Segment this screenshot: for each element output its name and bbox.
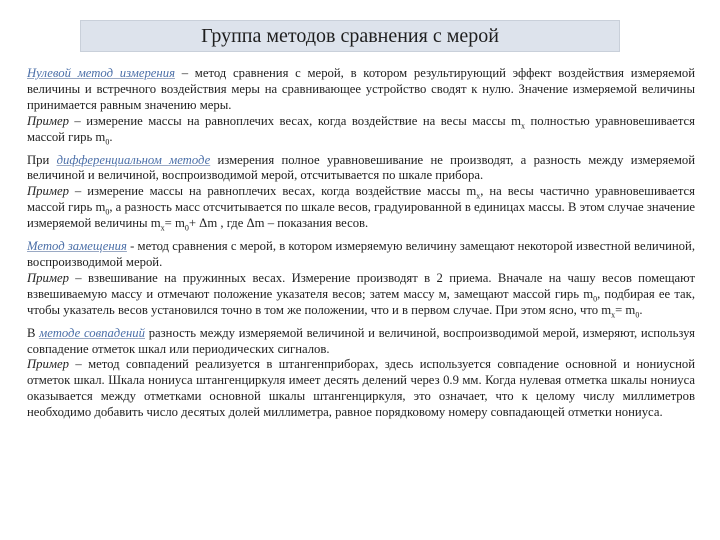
section-coincidence-method [27, 326, 695, 421]
title-bar [80, 20, 620, 52]
section-differential-method [27, 153, 695, 233]
substitution-method-example: Пример – взвешивание на пружинных весах. Измерение производят в 2 приема. Вначале на чашу весов помещают взвешиваемую массу и отмечают положение указателя весов; затем массу м, замещают массой гирь $m_0$, подбирая ее так, чтобы указатель весов установился точно в том же положении, что и в первом случае. При этом ясно, что $m_x= m_0$. [27, 270, 695, 320]
example-label: Пример [27, 184, 69, 199]
example-label: Пример [27, 357, 69, 372]
coincidence-method-example: Пример – метод совпадений реализуется в штангенприборах, здесь используется совпадение основной и нониусной отметок шкал. Шкала нониуса штангенциркуля имеет десять делений через 0.9 мм. Когда нулевая отметка шкалы нониуса оказывается между отметками основной шкалы штангенциркуля, это означает, что к целому числу миллиметров необходимо добавить число десятых долей миллиметра, равное порядковому номеру совпадающей отметки нониуса. [27, 357, 695, 420]
differential-method-definition: При дифференциальном методе измерения полное уравновешивание не производят, а разность между измеряемой величиной и величиной, воспроизводимой мерой, отсчитывается по шкале прибора. [27, 152, 696, 183]
term-substitution-method: Метод замещения [27, 239, 127, 254]
term-coincidence-method: методе совпадений [39, 325, 145, 340]
page-title: Группа методов сравнения с мерой [201, 24, 499, 47]
term-differential-method: дифференциальном методе [56, 152, 211, 167]
coincidence-method-definition: В методе совпадений разность между измеряемой величиной и величиной, воспроизводимой мерой, измеряют, используя совпадение отметок шкал или периодических сигналов. [27, 325, 695, 356]
substitution-method-definition: Метод замещения - метод сравнения с мерой, в котором измеряемую величину замещают некоторой известной величиной, воспроизводимой мерой. [27, 239, 695, 269]
example-label: Пример [27, 270, 69, 285]
content-area [27, 66, 695, 428]
null-method-example: Пример – измерение массы на равноплечих весах, когда воздействие на весы массы $m_x$ полностью уравновешивается массой гирь $m_0$. [27, 113, 695, 147]
term-null-method: Нулевой метод измерения [27, 66, 175, 80]
section-null-method [27, 66, 695, 146]
example-label: Пример [27, 113, 69, 128]
differential-method-example: Пример – измерение массы на равноплечих весах, когда воздействие массы $m_x$, на весы частично уравновешивается массой гирь $m_0$, а разность масс отсчитывается по шкале весов, градуированной в единицах массы. В этом случае значение измеряемой величины $m_x= m_0+ \Delta m$ , где Δm – показания весов. [27, 184, 695, 233]
section-substitution-method [27, 239, 695, 319]
null-method-definition: Нулевой метод измерения – метод сравнения с мерой, в котором результирующий эффект воздействия измеряемой величины и встречного воздействия меры на сравнивающее устройство сводят к нулю. Значение измеряемой величины принимается равным значению меры. [27, 66, 695, 112]
